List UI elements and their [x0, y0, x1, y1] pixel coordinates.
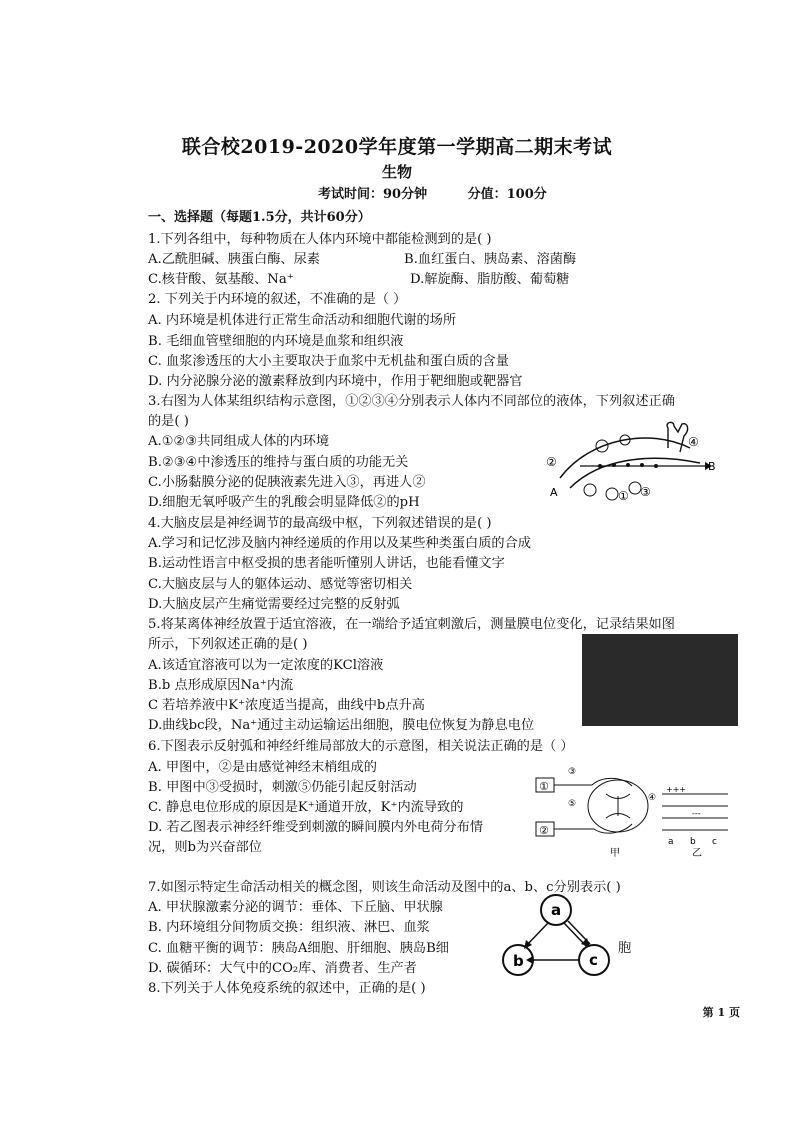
fig6-label-b: b: [690, 837, 696, 847]
fig6-charge-bottom: ---: [692, 809, 701, 818]
q1-stem: 1.下列各组中，每种物质在人体内环境中都能检测到的是( ): [148, 232, 492, 247]
q7-stem: 7.如图示特定生命活动相关的概念图，则该生命活动及图中的a、b、c分别表示( ): [148, 880, 621, 895]
fig6-charge-top: +++: [666, 785, 687, 794]
q3-stem: 3.右图为人体某组织结构示意图，①②③④分别表示人体内不同部位的液体，下列叙述正确: [148, 394, 675, 409]
exam-score: 分值：100分: [467, 187, 547, 202]
q1-option-d: D.解旋酶、脂肪酸、葡萄糖: [410, 272, 570, 287]
q7-option-d: D. 碳循环：大气中的CO₂库、消费者、生产者: [148, 961, 417, 976]
q3-stem-cont: 的是( ): [148, 414, 189, 429]
fig3-label-b: B: [708, 460, 716, 473]
q5-option-c: C 若培养液中K⁺浓度适当提高，曲线中b点升高: [148, 698, 425, 713]
fig6-label-5: ⑤: [568, 799, 577, 809]
q2-option-c: C. 血浆渗透压的大小主要取决于血浆中无机盐和蛋白质的含量: [148, 354, 509, 369]
exam-title: 联合校2019-2020学年度第一学期高二期末考试: [181, 136, 613, 158]
fig6-label-jia: 甲: [610, 848, 620, 859]
concept-node-b: b: [513, 952, 524, 970]
fig3-label-4: ④: [688, 435, 699, 449]
q2-option-b: B. 毛细血管壁细胞的内环境是血浆和组织液: [148, 334, 404, 349]
q6-stem: 6.下图表示反射弧和神经纤维局部放大的示意图，相关说法正确的是（ ）: [148, 739, 574, 754]
q4-option-b: B.运动性语言中枢受损的患者能听懂别人讲话，也能看懂文字: [148, 556, 505, 571]
q4-option-a: A.学习和记忆涉及脑内神经递质的作用以及某些种类蛋白质的合成: [148, 536, 531, 551]
q6-option-d-cont: 况，则b为兴奋部位: [148, 840, 262, 855]
fig6-label-1: ①: [539, 780, 549, 793]
page-number: 第 1 页: [702, 1006, 740, 1019]
q5-option-b: B.b 点形成原因Na⁺内流: [148, 678, 294, 693]
q7-option-b: B. 内环境组分间物质交换：组织液、淋巴、血浆: [148, 920, 430, 935]
reflex-arc-figure: [532, 764, 732, 860]
q6-option-c: C. 静息电位形成的原因是K⁺通道开放，K⁺内流导致的: [148, 800, 464, 815]
q7-option-a: A. 甲状腺激素分泌的调节：垂体、下丘脑、甲状腺: [148, 900, 443, 915]
section-heading: 一、选择题（每题1.5分，共计60分）: [148, 210, 371, 225]
q4-option-d: D.大脑皮层产生痛觉需要经过完整的反射弧: [148, 597, 400, 612]
q7-option-c: C. 血糖平衡的调节：胰岛A细胞、肝细胞、胰岛B细: [148, 941, 449, 956]
fig6-label-3: ③: [568, 767, 577, 777]
exam-time: 考试时间：90分钟: [318, 187, 428, 202]
fig6-label-2: ②: [539, 824, 549, 837]
q8-stem: 8.下列关于人体免疫系统的叙述中，正确的是( ): [148, 981, 426, 996]
fig6-label-c: c: [712, 837, 717, 847]
fig6-label-a: a: [668, 837, 674, 847]
fig3-label-3: ③: [640, 485, 651, 499]
membrane-potential-figure: [582, 634, 738, 726]
q2-option-d: D. 内分泌腺分泌的激素释放到内环境中，作用于靶细胞或靶器官: [148, 374, 523, 389]
concept-node-c: c: [589, 951, 598, 969]
q1-option-c: C.核苷酸、氨基酸、Na⁺: [148, 272, 294, 287]
q2-stem: 2. 下列关于内环境的叙述，不准确的是（ ）: [148, 292, 407, 307]
fig3-label-2: ②: [546, 455, 557, 469]
q1-option-b: B.血红蛋白、胰岛素、溶菌酶: [404, 252, 577, 267]
concept-node-a: a: [551, 901, 562, 919]
q3-option-d: D.细胞无氧呼吸产生的乳酸会明显降低②的pH: [148, 495, 420, 510]
q1-option-a: A.乙酰胆碱、胰蛋白酶、尿素: [148, 252, 320, 267]
fig6-label-yi: 乙: [692, 848, 702, 859]
q6-option-d: D. 若乙图表示神经纤维受到刺激的瞬间膜内外电荷分布情: [148, 820, 483, 835]
fig6-label-4: ④: [648, 793, 657, 803]
concept-diagram: [496, 892, 622, 980]
q7-option-c-cont: 胞: [618, 941, 632, 956]
exam-meta: [318, 183, 583, 202]
subject-name: 生物: [381, 163, 412, 181]
fig3-label-1: ①: [618, 489, 629, 503]
q5-stem: 5.将某离体神经放置于适宜溶液，在一端给予适宜刺激后，测量膜电位变化，记录结果如图: [148, 617, 675, 632]
q5-option-d: D.曲线bc段，Na⁺通过主动运输运出细胞，膜电位恢复为静息电位: [148, 718, 535, 733]
q3-option-a: A.①②③共同组成人体的内环境: [148, 434, 330, 449]
tissue-structure-figure: [540, 418, 720, 504]
q2-option-a: A. 内环境是机体进行正常生命活动和细胞代谢的场所: [148, 313, 457, 328]
q4-option-c: C.大脑皮层与人的躯体运动、感觉等密切相关: [148, 577, 413, 592]
q4-stem: 4.大脑皮层是神经调节的最高级中枢，下列叙述错误的是( ): [148, 516, 492, 531]
q3-option-c: C.小肠黏膜分泌的促胰液素先进入③，再进人②: [148, 475, 426, 490]
q5-option-a: A.该适宜溶液可以为一定浓度的KCl溶液: [148, 658, 384, 673]
q3-option-b: B.②③④中渗透压的维持与蛋白质的功能无关: [148, 455, 409, 470]
q6-option-a: A. 甲图中，②是由感觉神经末梢组成的: [148, 760, 377, 775]
fig3-label-a: A: [550, 486, 558, 499]
q6-option-b: B. 甲图中③受损时，刺激⑤仍能引起反射活动: [148, 780, 417, 795]
q5-stem-cont: 所示，下列叙述正确的是( ): [148, 637, 308, 652]
